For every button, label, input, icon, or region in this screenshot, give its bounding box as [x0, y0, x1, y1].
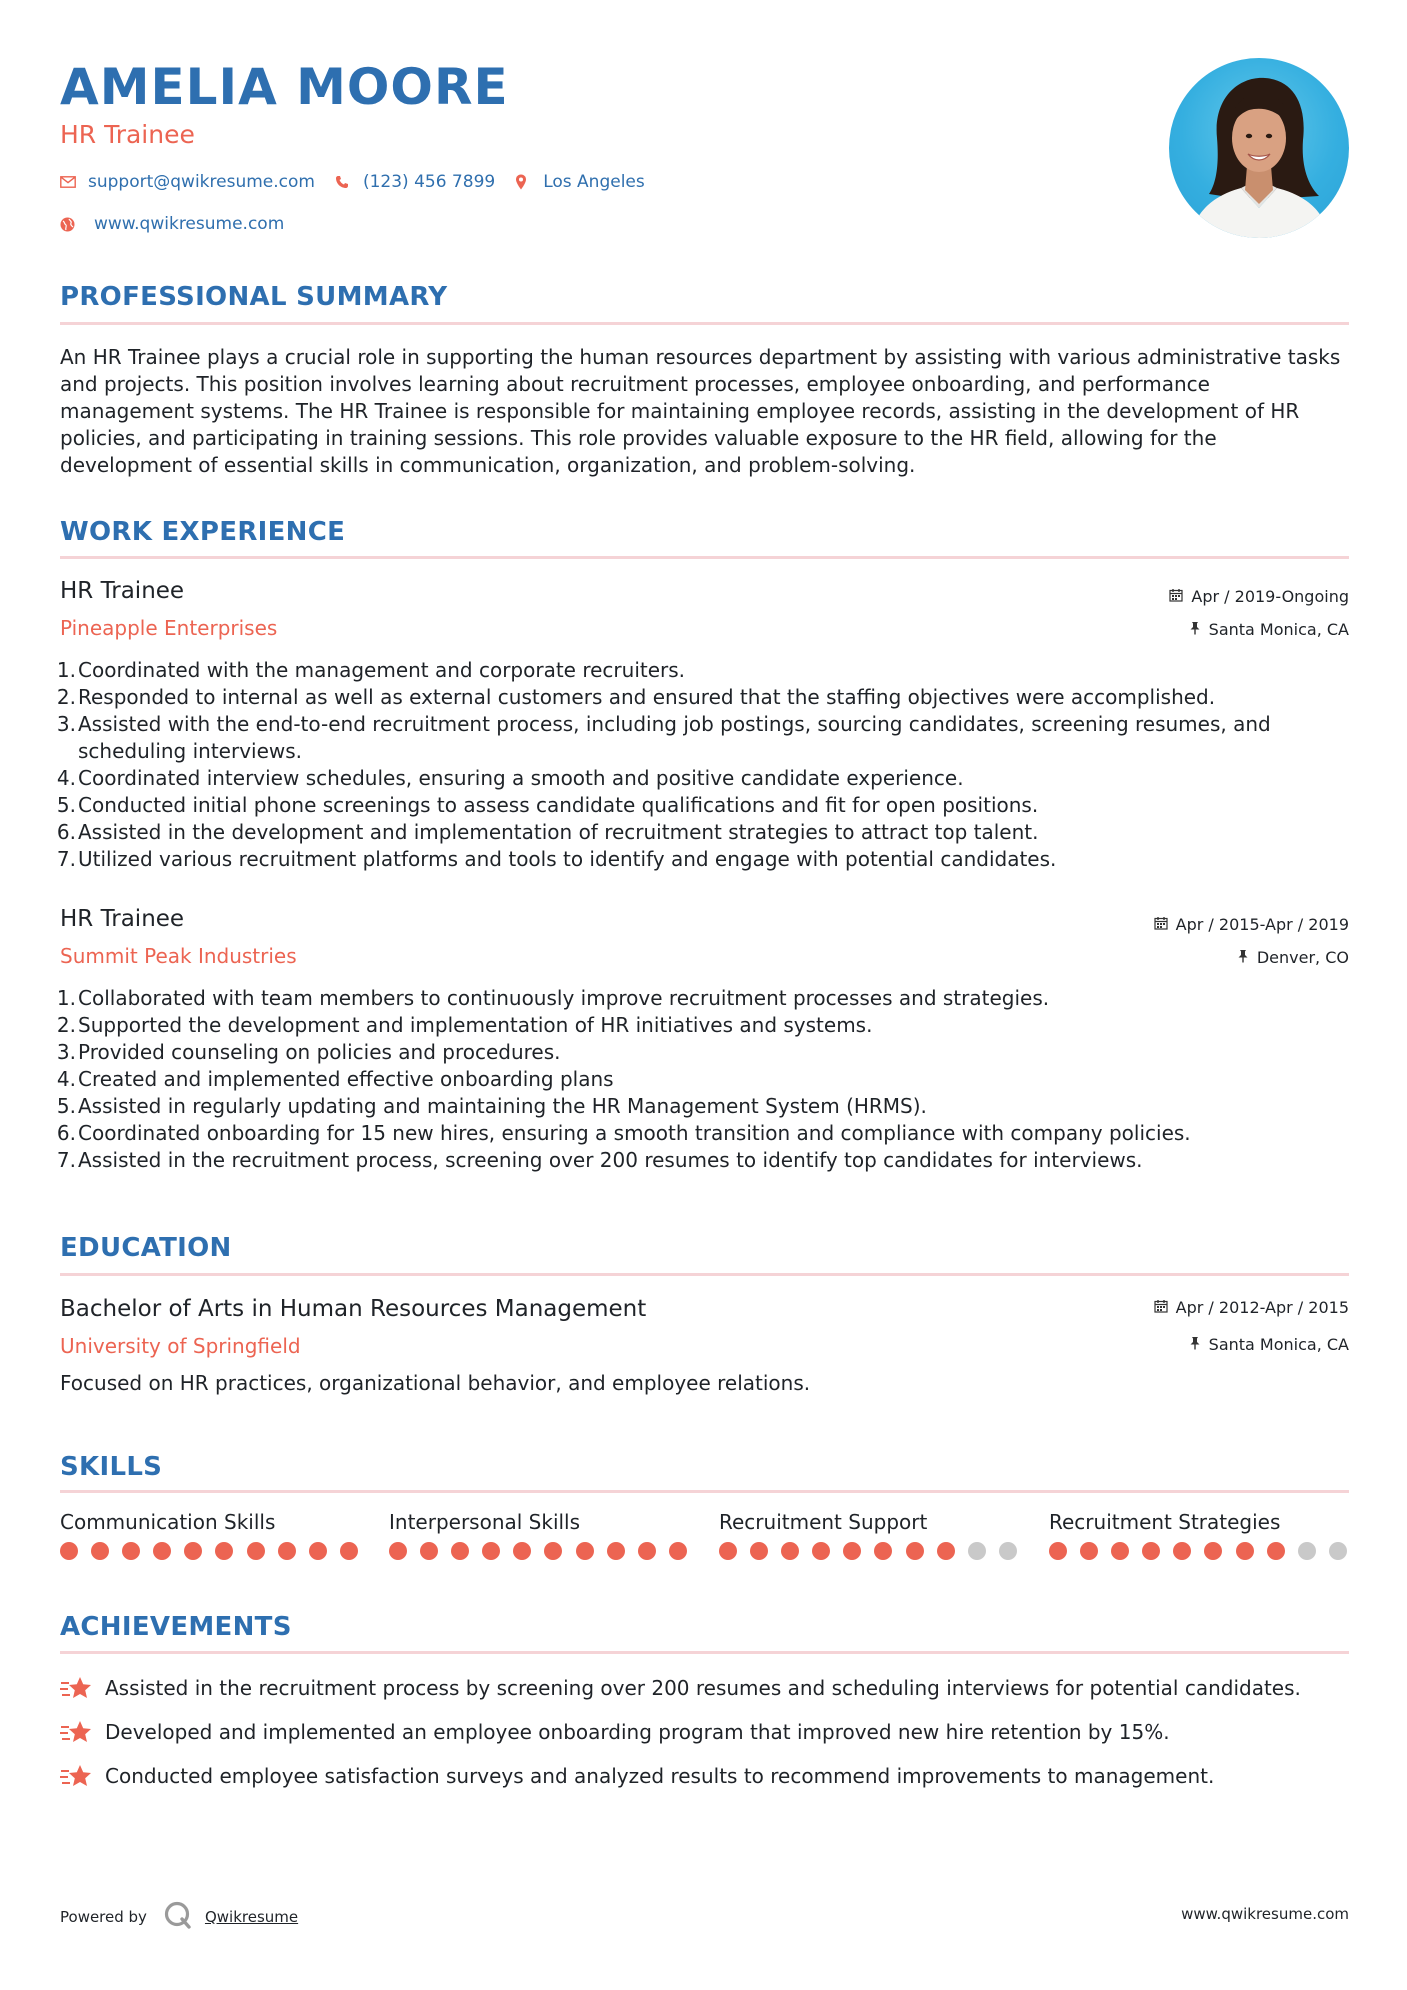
list-item: 6. Assisted in the development and implementation of recruitment strategies to attract top talent. [56, 820, 1039, 844]
skill-rating [719, 1542, 1019, 1560]
school-name: University of Springfield [60, 1334, 301, 1358]
job-location-text: Santa Monica, CA [1208, 620, 1349, 639]
shooting-star-icon [60, 1763, 105, 1789]
candidate-title: HR Trainee [60, 120, 195, 149]
calendar-icon [1154, 1299, 1168, 1317]
achievements-heading: ACHIEVEMENTS [60, 1612, 292, 1642]
achievement-text: Assisted in the recruitment process by screening over 200 resumes and scheduling interviews for potential candidates. [105, 1676, 1301, 1700]
powered-by-label: Powered by [60, 1908, 147, 1926]
list-item: 7. Utilized various recruitment platforms and tools to identify and engage with potential candidates. [56, 847, 1057, 871]
envelope-icon [60, 176, 88, 188]
list-item: 2. Responded to internal as well as external customers and ensured that the staffing objectives were accomplished. [56, 685, 1216, 709]
skill-dot-filled [389, 1542, 407, 1560]
list-item: 4. Created and implemented effective onboarding plans [56, 1067, 614, 1091]
list-item: 1. Coordinated with the management and corporate recruiters. [56, 658, 686, 682]
qwikresume-link[interactable]: Qwikresume [204, 1908, 299, 1926]
pushpin-icon [1237, 949, 1249, 967]
skill-dot-filled [278, 1542, 296, 1560]
section-divider [60, 1651, 1349, 1654]
skill-dot-filled [843, 1542, 861, 1560]
skill-dot-filled [607, 1542, 625, 1560]
section-divider [60, 322, 1349, 325]
location-text: Los Angeles [543, 172, 645, 192]
list-item: 4. Coordinated interview schedules, ensuring a smooth and positive candidate experience. [56, 766, 964, 790]
calendar-icon [1154, 916, 1168, 934]
skill-dot-filled [451, 1542, 469, 1560]
section-divider [60, 1490, 1349, 1493]
skill-dot-empty [968, 1542, 986, 1560]
list-item: 7. Assisted in the recruitment process, screening over 200 resumes to identify top candidates for interviews. [56, 1148, 1143, 1172]
phone-icon [335, 175, 363, 189]
skill-dot-filled [309, 1542, 327, 1560]
education-dates-text: Apr / 2012-Apr / 2015 [1175, 1298, 1349, 1317]
contact-location [515, 172, 645, 192]
job-title: HR Trainee [60, 578, 185, 604]
job-company: Summit Peak Industries [60, 944, 297, 968]
candidate-name: AMELIA MOORE [60, 58, 509, 116]
achievement-item [60, 1719, 1170, 1745]
job-location [1189, 620, 1349, 639]
pushpin-icon [1189, 1336, 1201, 1354]
shooting-star-icon [60, 1719, 105, 1745]
skill-dot-empty [999, 1542, 1017, 1560]
skill-dot-filled [513, 1542, 531, 1560]
degree-title: Bachelor of Arts in Human Resources Management [60, 1296, 647, 1322]
summary-text: An HR Trainee plays a crucial role in supporting the human resources department by assisting with various administrative tasks and projects. This position involves learning about recruitment processes, employee onboarding, and performance management systems. The HR Trainee is responsible for maintaining employee records, assisting in the development of HR policies, and participating in training sessions. This role provides valuable exposure to the HR field, allowing for the development of essential skills in communication, organization, and problem-solving. [60, 345, 1341, 477]
skill-item [389, 1510, 689, 1560]
skill-dot-filled [1204, 1542, 1222, 1560]
skill-name: Recruitment Support [719, 1510, 928, 1534]
skill-dot-filled [1142, 1542, 1160, 1560]
section-divider [60, 556, 1349, 559]
achievement-text: Conducted employee satisfaction surveys and analyzed results to recommend improvements to management. [105, 1764, 1215, 1788]
list-item: 6. Coordinated onboarding for 15 new hires, ensuring a smooth transition and compliance with company policies. [56, 1121, 1191, 1145]
skill-item [719, 1510, 1019, 1560]
skill-dot-filled [544, 1542, 562, 1560]
skill-name: Interpersonal Skills [389, 1510, 581, 1534]
job-dates [1154, 915, 1349, 934]
experience-heading: WORK EXPERIENCE [60, 517, 346, 547]
pushpin-icon [1189, 621, 1201, 639]
job-location [1237, 948, 1349, 967]
skill-dot-filled [719, 1542, 737, 1560]
shooting-star-icon [60, 1675, 105, 1701]
calendar-icon [1169, 588, 1183, 606]
summary-heading: PROFESSIONAL SUMMARY [60, 282, 448, 312]
job-dates [1169, 587, 1349, 606]
list-item: 2. Supported the development and implementation of HR initiatives and systems. [56, 1013, 873, 1037]
achievement-text: Developed and implemented an employee onboarding program that improved new hire retention by 15%. [105, 1720, 1170, 1744]
contact-email[interactable] [60, 172, 315, 192]
education-location-text: Santa Monica, CA [1208, 1335, 1349, 1354]
skill-dot-filled [60, 1542, 78, 1560]
website-row[interactable] [60, 214, 284, 234]
skill-rating [60, 1542, 360, 1560]
globe-icon [60, 217, 94, 232]
skill-item [60, 1510, 360, 1560]
list-item: 1. Collaborated with team members to continuously improve recruitment processes and strategies. [56, 986, 1050, 1010]
education-heading: EDUCATION [60, 1233, 232, 1263]
job-duties-list [56, 657, 1349, 873]
skill-dot-filled [153, 1542, 171, 1560]
skill-name: Communication Skills [60, 1510, 276, 1534]
skill-dot-filled [638, 1542, 656, 1560]
achievement-item [60, 1675, 1301, 1701]
map-pin-icon [515, 174, 543, 190]
education-location [1189, 1335, 1349, 1354]
skill-dot-filled [1080, 1542, 1098, 1560]
skill-dot-filled [750, 1542, 768, 1560]
skill-rating [1049, 1542, 1349, 1560]
skill-dot-filled [340, 1542, 358, 1560]
skill-rating [389, 1542, 689, 1560]
skill-dot-filled [1111, 1542, 1129, 1560]
job-dates-text: Apr / 2015-Apr / 2019 [1175, 915, 1349, 934]
website-text: www.qwikresume.com [94, 214, 285, 234]
skill-dot-filled [1236, 1542, 1254, 1560]
skill-dot-filled [576, 1542, 594, 1560]
skill-dot-empty [1298, 1542, 1316, 1560]
skill-dot-filled [184, 1542, 202, 1560]
skill-dot-filled [122, 1542, 140, 1560]
job-dates-text: Apr / 2019-Ongoing [1191, 587, 1349, 606]
skill-dot-filled [482, 1542, 500, 1560]
skill-dot-filled [1267, 1542, 1285, 1560]
contact-row [60, 172, 665, 192]
skill-dot-filled [91, 1542, 109, 1560]
skill-dot-filled [215, 1542, 233, 1560]
skill-dot-filled [247, 1542, 265, 1560]
skill-name: Recruitment Strategies [1049, 1510, 1281, 1534]
achievement-item [60, 1763, 1214, 1789]
resume-page [56, 0, 1349, 1990]
skill-dot-filled [937, 1542, 955, 1560]
footer-powered-by [60, 1900, 298, 1934]
job-location-text: Denver, CO [1256, 948, 1349, 967]
job-duties-list [56, 985, 1349, 1174]
job-company: Pineapple Enterprises [60, 616, 278, 640]
section-divider [60, 1273, 1349, 1276]
skill-dot-filled [906, 1542, 924, 1560]
skill-dot-empty [1329, 1542, 1347, 1560]
skill-dot-filled [781, 1542, 799, 1560]
skill-dot-filled [669, 1542, 687, 1560]
education-description: Focused on HR practices, organizational behavior, and employee relations. [60, 1371, 811, 1395]
contact-phone[interactable] [335, 172, 495, 192]
skill-dot-filled [1049, 1542, 1067, 1560]
profile-photo [1169, 58, 1349, 238]
phone-text: (123) 456 7899 [362, 172, 496, 192]
job-title: HR Trainee [60, 906, 185, 932]
qwikresume-logo-icon [163, 1900, 193, 1934]
skill-item [1049, 1510, 1349, 1560]
footer-website[interactable]: www.qwikresume.com [1181, 1905, 1349, 1923]
email-text: support@qwikresume.com [88, 172, 315, 192]
skill-dot-filled [420, 1542, 438, 1560]
education-dates [1154, 1298, 1349, 1317]
skill-dot-filled [874, 1542, 892, 1560]
list-item: 3. Provided counseling on policies and procedures. [56, 1040, 561, 1064]
list-item: 5. Assisted in regularly updating and maintaining the HR Management System (HRMS). [56, 1094, 927, 1118]
list-item: 3. Assisted with the end-to-end recruitment process, including job postings, sourcing candidates, screening resumes, and scheduling interviews. [56, 712, 1271, 763]
skill-dot-filled [812, 1542, 830, 1560]
skills-heading: SKILLS [60, 1452, 163, 1482]
list-item: 5. Conducted initial phone screenings to assess candidate qualifications and fit for open positions. [56, 793, 1039, 817]
skill-dot-filled [1173, 1542, 1191, 1560]
